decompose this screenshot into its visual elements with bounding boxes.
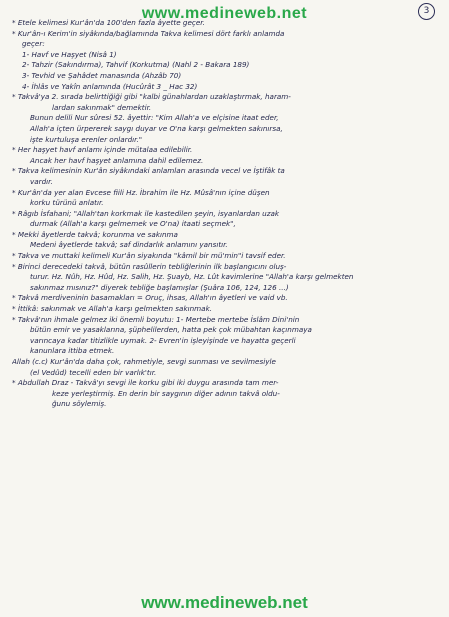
note-line: * Birinci derecedeki takvâ, bütün rasûllerin tebliğlerinin ilk başlangıcını oluş-	[12, 261, 287, 271]
note-line: * Her haşyet havf anlamı içinde mütalaa edilebilir.	[12, 145, 193, 155]
site-watermark-bottom: www.medineweb.net	[141, 593, 308, 612]
note-line: durmak (Allah'a karşı gelmemek ve O'na) itaati seçmek",	[30, 219, 236, 229]
note-line: Bunun delili Nur sûresi 52. âyettir: "Kim Allah'a ve elçisine itaat eder,	[30, 113, 279, 123]
note-line: * Abdullah Draz - Takvâ'yı sevgi ile korku gibi iki duygu arasında tam mer-	[12, 378, 279, 388]
note-line: * Takvâ merdiveninin basamakları = Oruç, ihsas, Allah'ın âyetleri ve vaid vb.	[12, 293, 288, 303]
note-line: * Mekki âyetlerde takvâ; korunma ve sakınma	[12, 229, 178, 239]
note-line: keze yerleştirmiş. En derin bir saygının diğer adının takvâ oldu-	[52, 388, 280, 398]
handwritten-notes	[12, 18, 439, 410]
note-line: * İttikâ: sakınmak ve Allah'a karşı gelmekten sakınmak.	[12, 304, 213, 314]
note-line: vardır.	[30, 176, 53, 186]
note-line: * Râgıb İsfahani; "Allah'tan korkmak ile kastedilen şeyin, isyanlardan uzak	[12, 208, 280, 218]
page-number-badge: 3	[418, 3, 435, 20]
note-line: bütün emir ve yasaklarına, şüphelilerden, hatta pek çok mübahtan kaçınmaya	[30, 325, 312, 335]
note-line: Allah (c.c) Kur'ân'da daha çok, rahmetiyle, sevgi sunması ve sevilmesiyle	[12, 357, 276, 366]
note-line: * Takva ve muttaki kelimeli Kur'ân siyakında "kâmil bir mü'min"i tavsif eder.	[12, 251, 286, 261]
note-line: lardan sakınmak" demektir.	[52, 102, 152, 112]
note-line: korku türünü anlatır.	[30, 198, 104, 208]
note-line: kanunlara ittiba etmek.	[30, 346, 115, 356]
site-watermark-top: www.medineweb.net	[141, 5, 308, 22]
note-line: Ancak her havf haşyet anlamına dahil edilemez.	[30, 155, 204, 165]
note-line: Medeni âyetlerde takvâ; saf dindarlık anlamını yansıtır.	[30, 240, 228, 250]
note-line: varıncaya kadar titizlikle uymak. 2- Evren'in işleyişinde ve hayatta geçerli	[30, 335, 296, 345]
note-line: * Kur'ân-ı Kerim'in siyâkında/bağlamında Takva kelimesi dört farklı anlamda	[12, 28, 285, 38]
note-line: turur. Hz. Nûh, Hz. Hûd, Hz. Salih, Hz. Şuayb, Hz. Lût kavimlerine "Allah'a karşı gelmekten	[30, 272, 354, 282]
note-line: * Takvâ'ya 2. sırada belirttiğiği gibi "kalbi günahlardan uzaklaştırmak, haram-	[12, 92, 291, 102]
note-line: 1- Havf ve Haşyet (Nisâ 1)	[22, 49, 117, 59]
note-line: işte kurtuluşa erenler onlardır."	[30, 134, 143, 144]
note-line: * Takvâ'nın ihmale gelmez iki önemli boyutu: 1- Mertebe mertebe İslâm Dini'nin	[12, 314, 300, 324]
note-line: Allah'a içten ürpererek saygı duyar ve O'na karşı gelmekten sakınırsa,	[30, 123, 283, 133]
note-line: 4- İhlâs ve Yakîn anlamında (Hucûrât 3 _ Hac 32)	[22, 81, 198, 91]
note-line: geçer:	[22, 39, 45, 49]
note-line: * Takva kelimesinin Kur'ân siyâkındaki anlamları arasında vecel ve İştifâk ta	[12, 166, 285, 176]
note-line: 3- Tevhid ve Şahâdet manasında (Ahzâb 70)	[22, 70, 182, 80]
note-line: * Etele kelimesi Kur'ân'da 100'den fazla âyette geçer.	[12, 18, 205, 27]
note-line: (el Vedûd) tecelli eden bir varlık'tır.	[30, 367, 157, 377]
note-line: 2- Tahzir (Sakındırma), Tahvif (Korkutma) (Nahl 2 - Bakara 189)	[22, 60, 250, 70]
note-line: ğunu söylemiş.	[52, 399, 107, 409]
note-line: sakınmaz mısınız?" diyerek tebliğe başlamışlar (Şuâra 106, 124, 126 ...)	[30, 282, 289, 292]
note-line: * Kur'ân'da yer alan Evcese fiili Hz. İbrahim ile Hz. Mûsâ'nın içine düşen	[12, 187, 270, 197]
